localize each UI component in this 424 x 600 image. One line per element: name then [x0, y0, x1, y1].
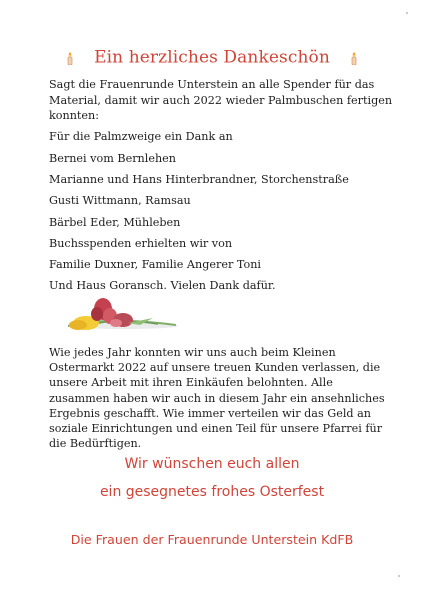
heading-row [0, 47, 424, 68]
thanks-line: Bernei vom Bernlehen [49, 152, 176, 165]
thanks-line: Gusti Wittmann, Ramsau [49, 194, 191, 207]
thanks-line: Bärbel Eder, Mühleben [49, 216, 181, 229]
market-paragraph: Wie jedes Jahr konnten wir uns auch beim Kleinen Ostermarkt 2022 auf unsere treuen Kunden verlassen, die unsere Arbeit mit ihren Einkäufen belohnten. Alle zusammen haben wir auch in diesem Jahr ein ansehnliches Ergebnis geschafft. Wie immer verteilen wir das Geld an soziale Einrichtungen und einen Teil für unsere Pfarrei für die Bedürftigen. [49, 346, 385, 451]
thanks-line: Für die Palmzweige ein Dank an [49, 130, 233, 143]
thanks-line: Und Haus Goransch. Vielen Dank dafür. [49, 279, 276, 292]
thanks-line: Marianne und Hans Hinterbrandner, Storchenstraße [49, 173, 349, 186]
intro-paragraph: Sagt die Frauenrunde Unterstein an alle Spender für das Material, damit wir auch 2022 wieder Palmbuschen fertigen konnten: [49, 78, 393, 122]
flower-bouquet-icon [48, 296, 178, 336]
signature: Die Frauen der Frauenrunde Unterstein KdFB [70, 532, 354, 547]
thanks-line: Familie Duxner, Familie Angerer Toni [49, 258, 261, 271]
thanks-line: Buchsspenden erhielten wir von [49, 237, 233, 250]
page-title: Ein herzliches Dankeschön [94, 47, 330, 68]
scan-speck [398, 575, 400, 577]
candle-icon [65, 51, 75, 65]
wish-line-2: ein gesegnetes frohes Osterfest [99, 484, 325, 500]
scan-speck [406, 12, 408, 14]
candle-icon [349, 51, 359, 65]
wish-line-1: Wir wünschen euch allen [124, 456, 300, 472]
